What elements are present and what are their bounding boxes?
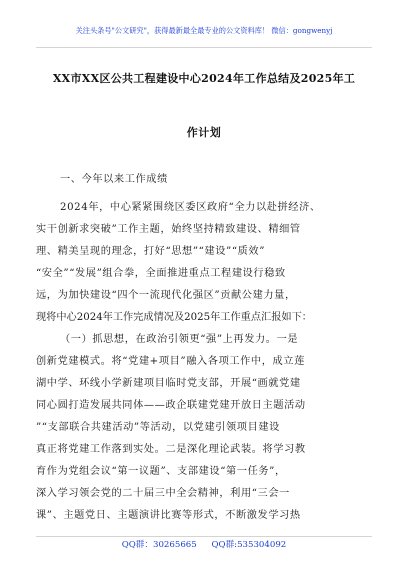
document-title-line-1: XX市XX区公共工程建设中心2024年工作总结及2025年工 [52,72,356,85]
paragraph-line: 课”、主题党日、主题演讲比赛等形式，不断激发学习热 [36,510,301,521]
footer-qq-group-2: QQ群:535304092 [211,540,287,550]
document-title-line-2: 作计划 [186,126,222,139]
paragraph-line: 真正将党建工作落到实处。二是深化理论武装。将学习教 [36,444,306,455]
paragraph-line: 现将中心2024年工作完成情况及2025年工作重点汇报如下： [36,312,312,323]
paragraph-line: “安全”“发展”组合拳，全面推进重点工程建设行稳致 [36,268,286,279]
footer-divider [36,536,372,537]
paragraph-line: 理、精美呈现的理念，打好“思想”“建设”“质效” [36,246,266,257]
section-heading: 一、今年以来工作成绩 [60,174,168,185]
paragraph-line: 创新党建模式。将“党建+项目”融入各项工作中，成立莲 [36,356,305,367]
paragraph-line: 湖中学、环线小学新建项目临时党支部，开展“画就党建 [36,378,301,389]
paragraph-line: 同心圆打造发展共同体——政企联建党建开放日主题活动 [36,400,306,411]
footer-contact [0,538,408,552]
paragraph-line: 2024年，中心紧紧围绕区委区政府“全力以赴拼经济、 [60,202,321,213]
paragraph-line: 育作为党组会议“第一议题”、支部建设“第一任务”， [36,466,286,477]
paragraph-line: （一）抓思想，在政治引领更“强”上再发力。一是 [60,334,299,345]
paragraph-line: 深入学习领会党的二十届三中全会精神，利用“三会一 [36,488,290,499]
paragraph-line: 实干创新求突破”工作主题，始终坚持精致建设、精细管 [36,224,301,235]
header-divider [36,47,372,48]
paragraph-line: ”“支部联合共建活动”等活动，以党建引领项目建设 [36,422,280,433]
footer-qq-group-1: QQ群：30265665 [121,540,197,550]
paragraph-line: 远，为加快建设“四个一流现代化强区”贡献公建力量， [36,290,296,301]
header-banner: 关注头条号"公文研究"，获得最新最全最专业的公文资料库！ 微信：gongwenyj [75,26,333,35]
